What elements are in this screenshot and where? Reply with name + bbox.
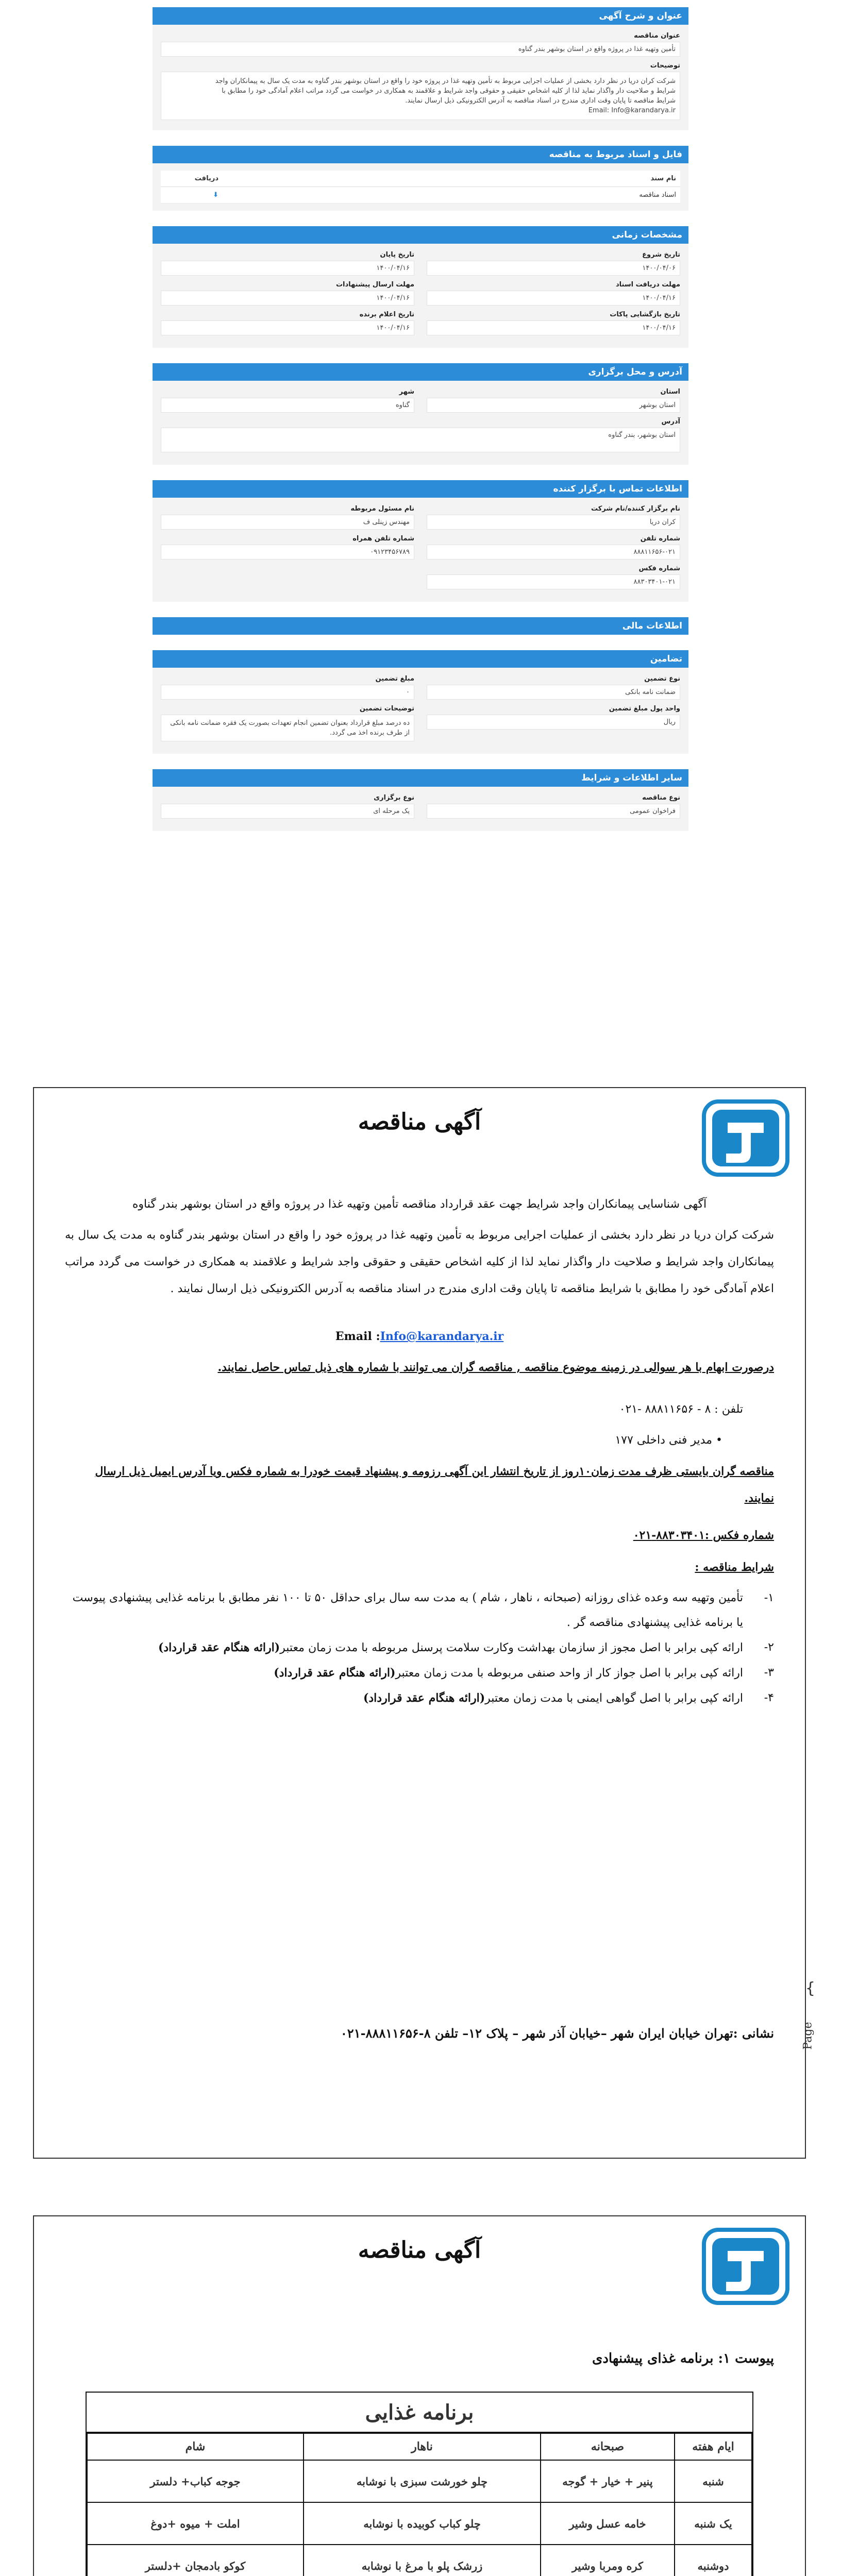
table-row: یک شنبه خامه عسل وشیر چلو کباب کوبیده با نوشابه املت + میوه +دوغ (87, 2502, 752, 2545)
organizer-field: کران دریا (427, 515, 680, 530)
field-label: استان (660, 388, 680, 396)
contact-instructions: درصورت ابهام با هر سوالی در زمینه موضوع مناقصه , مناقصه گران می توانند با شماره های ذیل تماس حاصل نمایند. (217, 1361, 774, 1374)
docs-deadline-field: ۱۴۰۰/۰۴/۱۶ (427, 291, 680, 306)
winner-date-field: ۱۴۰۰/۰۴/۱۶ (161, 320, 414, 335)
col-lunch: ناهار (304, 2433, 541, 2460)
field-label: واحد پول مبلغ تضمین (609, 705, 680, 713)
section-header: اطلاعات تماس با برگزار کننده (153, 480, 688, 498)
documents-table (161, 171, 680, 204)
internal-line: • مدیر فنی داخلی ۱۷۷ (615, 1434, 722, 1447)
field-label: توضیحات تضمین (359, 705, 414, 713)
guarantee-notes-field: ده درصد مبلغ قرارداد بعنوان تضمین انجام تعهدات بصورت یک فقره ضمانت نامه بانکی از طرف برنده اخذ می گردد. (161, 715, 414, 741)
guarantee-type-field: ضمانت نامه بانکی (427, 685, 680, 700)
attachment-subtitle: پیوست ۱: برنامه غذای پیشنهادی (592, 2351, 774, 2366)
field-label: شهر (399, 388, 414, 396)
end-date-field: ۱۴۰۰/۰۴/۱۶ (161, 261, 414, 276)
field-label: مبلغ تضمین (375, 675, 414, 683)
fax-line: شماره فکس :۸۸۳۰۳۴۰۱-۰۲۱ (633, 1529, 774, 1542)
section-guarantees (153, 650, 688, 754)
phone-line: تلفن : ۸ - ۸۸۸۱۱۶۵۶ -۰۲۱ (619, 1403, 743, 1416)
field-label: تاریخ شروع (642, 251, 680, 259)
field-label: تاریخ اعلام برنده (359, 311, 414, 318)
document-title: آگهی مناقصه (358, 2237, 481, 2263)
announcement-page-1 (33, 1087, 815, 2159)
tender-stage-field: یک مرحله ای (161, 804, 414, 819)
address-field: استان بوشهر، بندر گناوه (161, 428, 680, 452)
field-label: مهلت ارسال پیشنهادات (335, 281, 414, 289)
field-label: تاریخ پایان (380, 251, 414, 259)
section-header: عنوان و شرح آگهی (153, 7, 688, 25)
main-paragraph: شرکت کران دریا در نظر دارد بخشی از عملیات اجرایی مربوط به تأمین وتهیه غذا در پروژه خود را واقع در استان بوشهر بندر گناوه به مدت یک سال به پیمانکاران واجد شرایط و صلاحیت دار واگذار نماید لذا از کلیه اشخاص حقیقی و حقوقی واجد شرایط و علاقمند به همکاری در خواست می گردد مراتب اعلام آمادگی خود را مطابق با شرایط مناقصه تا پایان وقت اداری مندرج در اسناد مناقصه به آدرس الکترونیکی ذیل ارسال نمایند . (65, 1229, 774, 1295)
field-label: شماره تلفن (640, 535, 680, 543)
table-row (161, 187, 680, 204)
download-icon[interactable]: ⬇ (213, 191, 218, 199)
field-label: نوع تضمین (644, 675, 680, 683)
field-label: تاریخ بازگشایی پاکات (610, 311, 680, 318)
guarantee-unit-field: ریال (427, 715, 680, 730)
guarantee-amount-field: ۰ (161, 685, 414, 700)
field-label: نام مسئول مربوطه (350, 505, 414, 513)
list-item: ۴- ارائه کپی برابر با اصل گواهی ایمنی با مدت زمان معتبر(ارائه هنگام عقد قرارداد) (363, 1691, 774, 1705)
list-item: ۲- ارائه کپی برابر با اصل مجوز از سازمان بهداشت وکارت سلامت پرسنل مربوطه با مدت زمان معتبر(ارائه هنگام عقد قرارداد) (158, 1641, 774, 1654)
section-header: مشخصات زمانی (153, 226, 688, 244)
section-financial (153, 617, 688, 635)
tender-form (153, 7, 688, 846)
field-label: توضیحات (650, 62, 680, 70)
section-header: آدرس و محل برگزاری (153, 363, 688, 381)
list-item: ۳- ارائه کپی برابر با اصل جواز کار از واحد صنفی مربوطه با مدت زمان معتبر(ارائه هنگام عقد قرارداد) (274, 1666, 774, 1680)
desc-line: شرایط و صلاحیت دار واگذار نماید لذا از کلیه اشخاص حقیقی و حقوقی واجد شرایط و علاقمند به همکاری در خواست می گردد مراتب اعلام آمادگی خود را مطابق با (222, 87, 676, 95)
section-address (153, 363, 688, 465)
col-download: دریافت (161, 171, 223, 187)
email-line: Email :Info@karandarya.ir (335, 1330, 504, 1343)
table-row: شنبه پنیر + خیار + گوجه چلو خورشت سبزی با نوشابه جوجه کباب+ دلستر (87, 2460, 752, 2502)
conditions-list (65, 1586, 774, 1711)
field-label: شماره تلفن همراه (352, 535, 414, 543)
intro-paragraph: آگهی شناسایی پیمانکاران واجد شرایط جهت عقد قرارداد مناقصه تأمین وتهیه غذا در پروژه واقع در استان بوشهر بندر گناوه (132, 1198, 707, 1211)
tender-type-field: فراخوان عمومی (427, 804, 680, 819)
email-link[interactable]: Info@karandarya.ir (380, 1330, 504, 1343)
footer-address: نشانی :تهران خیابان ایران شهر –خیابان آذر شهر – پلاک ۱۲– تلفن ۸-۸۸۸۱۱۶۵۶-۰۲۱ (340, 2026, 774, 2041)
col-doc-name: نام سند (223, 171, 680, 187)
field-label: آدرس (661, 418, 680, 426)
announcement-page-2 (33, 2215, 806, 2576)
section-title-description (153, 7, 688, 130)
offer-deadline-field: ۱۴۰۰/۰۴/۱۶ (161, 291, 414, 306)
opening-date-field: ۱۴۰۰/۰۴/۱۶ (427, 320, 680, 335)
section-header: سایر اطلاعات و شرایط (153, 769, 688, 787)
conditions-title: شرایط مناقصه : (695, 1561, 774, 1574)
section-other (153, 769, 688, 831)
field-label: نوع برگزاری (374, 794, 414, 802)
page-label: Page (801, 2022, 815, 2050)
col-breakfast: صبحانه (541, 2433, 675, 2460)
field-label: نام برگزار کننده/نام شرکت (591, 505, 680, 513)
field-label: مهلت دریافت اسناد (615, 281, 680, 289)
list-item: ۱- تأمین وتهیه سه وعده غذای روزانه (صبحانه ، ناهار ، شام ) به مدت سه سال برای حداقل ۵۰ تا ۱۰۰ نفر مطابق با برنامه غذایی پیشنهادی پیوست یا برنامه غذایی پیشنهادی مناقصه گر . (72, 1591, 774, 1629)
doc-name: اسناد مناقصه (223, 187, 680, 204)
start-date-field: ۱۴۰۰/۰۴/۰۶ (427, 261, 680, 276)
menu-table (87, 2433, 752, 2576)
page-brace: { (805, 1979, 815, 1997)
tender-description (161, 72, 680, 120)
tender-title-field: تأمین وتهیه غذا در پروژه واقع در استان بوشهر بندر گناوه (161, 42, 680, 57)
col-day: ایام هفته (675, 2433, 752, 2460)
table-row: دوشنبه کره ومربا وشیر زرشک پلو با مرغ با نوشابه کوکو بادمجان +دلستر (87, 2545, 752, 2576)
field-label: شماره فکس (638, 565, 680, 572)
field-label: نوع مناقصه (642, 794, 680, 802)
province-field: استان بوشهر (427, 398, 680, 413)
desc-email: Email: Info@karandarya.ir (588, 107, 676, 114)
section-timing (153, 226, 688, 348)
section-documents (153, 146, 688, 211)
city-field: گناوه (161, 398, 414, 413)
section-header: فایل و اسناد مربوط به مناقصه (153, 146, 688, 163)
menu-table-container (86, 2392, 753, 2576)
field-label: عنوان مناقصه (634, 32, 680, 40)
menu-title: برنامه غذایی (87, 2393, 752, 2433)
desc-line: شرایط مناقصه تا پایان وقت اداری مندرج در اسناد مناقصه به آدرس الکترونیکی ذیل ارسال نمایند. (405, 97, 676, 105)
contact-person-field: مهندس زینلی ف (161, 515, 414, 530)
desc-line: شرکت کران دریا در نظر دارد بخشی از عملیات اجرایی مربوط به تأمین وتهیه غذا در پروژه خود را واقع در استان بوشهر بندر گناوه به مدت یک سال به پیمانکاران واجد (215, 77, 676, 85)
col-dinner: شام (87, 2433, 304, 2460)
fax-field: ۸۸۳۰۳۴۰۱-۰۲۱ (427, 574, 680, 589)
mobile-field: ۰۹۱۲۳۴۵۶۷۸۹ (161, 545, 414, 560)
phone-field: ۸۸۸۱۱۶۵۶-۰۲۱ (427, 545, 680, 560)
section-contact (153, 480, 688, 602)
section-header: تضامین (153, 650, 688, 668)
section-header: اطلاعات مالی (153, 617, 688, 635)
document-title: آگهی مناقصه (358, 1109, 481, 1135)
deadline-instructions: مناقصه گران بایستی ظرف مدت زمان۱۰روز از تاریخ انتشار این آگهی رزومه و پیشنهاد قیمت خودرا به شماره فکس ویا آدرس ایمیل ذیل ارسال نمایند. (95, 1465, 774, 1505)
